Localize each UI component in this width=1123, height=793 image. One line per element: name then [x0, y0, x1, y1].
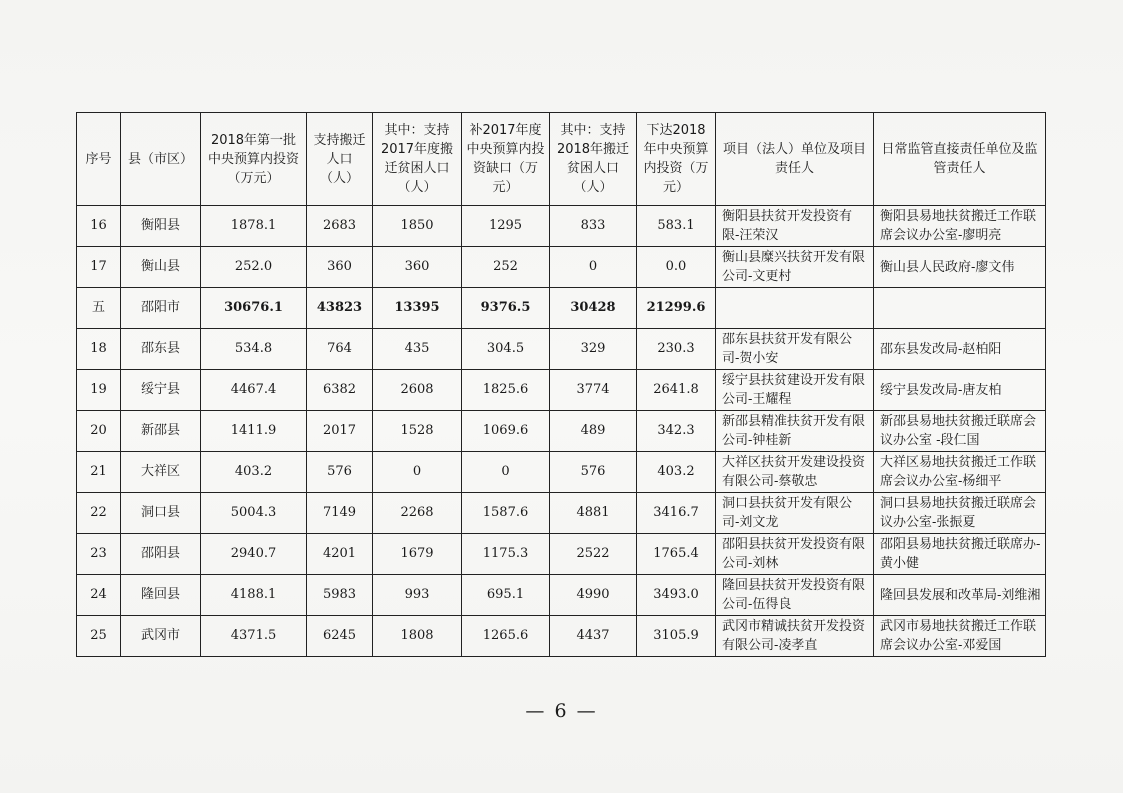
- table-row: [77, 534, 1046, 575]
- cell-down2018: 583.1: [637, 206, 716, 247]
- cell-down2018: 21299.6: [637, 288, 716, 329]
- cell-supervisor: 邵东县发改局-赵柏阳: [874, 329, 1046, 370]
- cell-unit: 邵阳县扶贫开发投资有限公司-刘林: [716, 534, 874, 575]
- cell-pop: 2683: [307, 206, 373, 247]
- cell-county: 邵阳县: [121, 534, 201, 575]
- table-row: [77, 411, 1046, 452]
- cell-pop2018: 2522: [550, 534, 637, 575]
- cell-down2018: 342.3: [637, 411, 716, 452]
- cell-no: 18: [77, 329, 121, 370]
- cell-unit: 洞口县扶贫开发有限公司-刘文龙: [716, 493, 874, 534]
- investment-table: [76, 112, 1046, 657]
- cell-pop: 360: [307, 247, 373, 288]
- cell-pop2018: 30428: [550, 288, 637, 329]
- cell-county: 洞口县: [121, 493, 201, 534]
- cell-down2018: 3105.9: [637, 616, 716, 657]
- cell-pop2018: 3774: [550, 370, 637, 411]
- page-number: — 6 —: [525, 700, 598, 722]
- cell-gap2017: 1265.6: [462, 616, 550, 657]
- cell-supervisor: 绥宁县发改局-唐友柏: [874, 370, 1046, 411]
- cell-invest: 5004.3: [201, 493, 307, 534]
- cell-pop: 43823: [307, 288, 373, 329]
- cell-pop2017: 993: [373, 575, 462, 616]
- cell-gap2017: 9376.5: [462, 288, 550, 329]
- cell-invest: 1411.9: [201, 411, 307, 452]
- cell-no: 24: [77, 575, 121, 616]
- cell-gap2017: 252: [462, 247, 550, 288]
- cell-pop2017: 1679: [373, 534, 462, 575]
- cell-no: 19: [77, 370, 121, 411]
- cell-unit: 衡山县糜兴扶贫开发有限公司-文更村: [716, 247, 874, 288]
- cell-supervisor: 洞口县易地扶贫搬迁联席会议办公室-张振夏: [874, 493, 1046, 534]
- cell-pop2017: 1850: [373, 206, 462, 247]
- table-body: [77, 206, 1046, 657]
- cell-gap2017: 1069.6: [462, 411, 550, 452]
- cell-pop2018: 329: [550, 329, 637, 370]
- cell-pop: 2017: [307, 411, 373, 452]
- cell-unit: [716, 288, 874, 329]
- cell-invest: 4467.4: [201, 370, 307, 411]
- cell-gap2017: 1825.6: [462, 370, 550, 411]
- cell-pop2017: 2268: [373, 493, 462, 534]
- cell-pop2017: 435: [373, 329, 462, 370]
- cell-gap2017: 1295: [462, 206, 550, 247]
- header-pop2018: 其中：支持2018年搬迁贫困人口（人）: [550, 113, 637, 206]
- header-gap2017: 补2017年度中央预算内投资缺口（万元）: [462, 113, 550, 206]
- cell-supervisor: [874, 288, 1046, 329]
- table-row: [77, 206, 1046, 247]
- cell-pop: 5983: [307, 575, 373, 616]
- cell-gap2017: 1587.6: [462, 493, 550, 534]
- cell-supervisor: 衡阳县易地扶贫搬迁工作联席会议办公室-廖明亮: [874, 206, 1046, 247]
- cell-pop2017: 360: [373, 247, 462, 288]
- cell-no: 五: [77, 288, 121, 329]
- cell-county: 绥宁县: [121, 370, 201, 411]
- header-invest: 2018年第一批中央预算内投资（万元）: [201, 113, 307, 206]
- header-down2018: 下达2018年中央预算内投资（万元）: [637, 113, 716, 206]
- cell-county: 大祥区: [121, 452, 201, 493]
- table-row: [77, 452, 1046, 493]
- cell-unit: 武冈市精诚扶贫开发投资有限公司-凌孝直: [716, 616, 874, 657]
- cell-supervisor: 新邵县易地扶贫搬迁联席会议办公室 -段仁国: [874, 411, 1046, 452]
- cell-invest: 534.8: [201, 329, 307, 370]
- header-supervisor: 日常监管直接责任单位及监管责任人: [874, 113, 1046, 206]
- cell-gap2017: 304.5: [462, 329, 550, 370]
- cell-invest: 403.2: [201, 452, 307, 493]
- cell-invest: 4371.5: [201, 616, 307, 657]
- cell-down2018: 230.3: [637, 329, 716, 370]
- cell-no: 22: [77, 493, 121, 534]
- cell-supervisor: 武冈市易地扶贫搬迁工作联席会议办公室-邓爱国: [874, 616, 1046, 657]
- cell-unit: 大祥区扶贫开发建设投资有限公司-蔡敬忠: [716, 452, 874, 493]
- table-row: [77, 493, 1046, 534]
- cell-gap2017: 0: [462, 452, 550, 493]
- cell-supervisor: 大祥区易地扶贫搬迁工作联席会议办公室-杨细平: [874, 452, 1046, 493]
- table-row: [77, 288, 1046, 329]
- cell-down2018: 1765.4: [637, 534, 716, 575]
- cell-no: 16: [77, 206, 121, 247]
- cell-pop2018: 576: [550, 452, 637, 493]
- cell-pop2017: 1808: [373, 616, 462, 657]
- cell-pop2017: 0: [373, 452, 462, 493]
- header-row: [77, 113, 1046, 206]
- cell-pop2018: 489: [550, 411, 637, 452]
- cell-pop: 4201: [307, 534, 373, 575]
- table-row: [77, 247, 1046, 288]
- cell-no: 23: [77, 534, 121, 575]
- cell-gap2017: 695.1: [462, 575, 550, 616]
- cell-no: 25: [77, 616, 121, 657]
- table-row: [77, 329, 1046, 370]
- cell-pop2018: 4881: [550, 493, 637, 534]
- cell-pop2017: 2608: [373, 370, 462, 411]
- cell-no: 20: [77, 411, 121, 452]
- cell-county: 隆回县: [121, 575, 201, 616]
- cell-down2018: 3493.0: [637, 575, 716, 616]
- cell-invest: 30676.1: [201, 288, 307, 329]
- cell-pop2018: 0: [550, 247, 637, 288]
- cell-pop: 576: [307, 452, 373, 493]
- cell-invest: 4188.1: [201, 575, 307, 616]
- cell-county: 衡阳县: [121, 206, 201, 247]
- cell-unit: 衡阳县扶贫开发投资有限-汪荣汉: [716, 206, 874, 247]
- header-no: 序号: [77, 113, 121, 206]
- cell-down2018: 3416.7: [637, 493, 716, 534]
- cell-invest: 252.0: [201, 247, 307, 288]
- cell-pop: 764: [307, 329, 373, 370]
- cell-supervisor: 邵阳县易地扶贫搬迁联席办-黄小健: [874, 534, 1046, 575]
- header-unit: 项目（法人）单位及项目责任人: [716, 113, 874, 206]
- cell-county: 邵东县: [121, 329, 201, 370]
- cell-no: 17: [77, 247, 121, 288]
- cell-pop2017: 13395: [373, 288, 462, 329]
- cell-pop: 6382: [307, 370, 373, 411]
- cell-unit: 绥宁县扶贫建设开发有限公司-王耀程: [716, 370, 874, 411]
- header-pop: 支持搬迁人口（人）: [307, 113, 373, 206]
- cell-down2018: 0.0: [637, 247, 716, 288]
- cell-county: 衡山县: [121, 247, 201, 288]
- cell-unit: 邵东县扶贫开发有限公司-贺小安: [716, 329, 874, 370]
- table-row: [77, 575, 1046, 616]
- cell-county: 新邵县: [121, 411, 201, 452]
- cell-pop2018: 4437: [550, 616, 637, 657]
- cell-pop2018: 4990: [550, 575, 637, 616]
- cell-unit: 新邵县精准扶贫开发有限公司-钟桂新: [716, 411, 874, 452]
- table-row: [77, 616, 1046, 657]
- cell-supervisor: 隆回县发展和改革局-刘维湘: [874, 575, 1046, 616]
- header-county: 县（市区）: [121, 113, 201, 206]
- cell-pop: 6245: [307, 616, 373, 657]
- table-row: [77, 370, 1046, 411]
- cell-pop: 7149: [307, 493, 373, 534]
- cell-down2018: 403.2: [637, 452, 716, 493]
- cell-down2018: 2641.8: [637, 370, 716, 411]
- cell-gap2017: 1175.3: [462, 534, 550, 575]
- cell-pop2017: 1528: [373, 411, 462, 452]
- cell-invest: 1878.1: [201, 206, 307, 247]
- header-pop2017: 其中：支持2017年度搬迁贫困人口（人）: [373, 113, 462, 206]
- cell-no: 21: [77, 452, 121, 493]
- cell-county: 邵阳市: [121, 288, 201, 329]
- cell-pop2018: 833: [550, 206, 637, 247]
- cell-county: 武冈市: [121, 616, 201, 657]
- cell-supervisor: 衡山县人民政府-廖文伟: [874, 247, 1046, 288]
- cell-invest: 2940.7: [201, 534, 307, 575]
- cell-unit: 隆回县扶贫开发投资有限公司-伍得良: [716, 575, 874, 616]
